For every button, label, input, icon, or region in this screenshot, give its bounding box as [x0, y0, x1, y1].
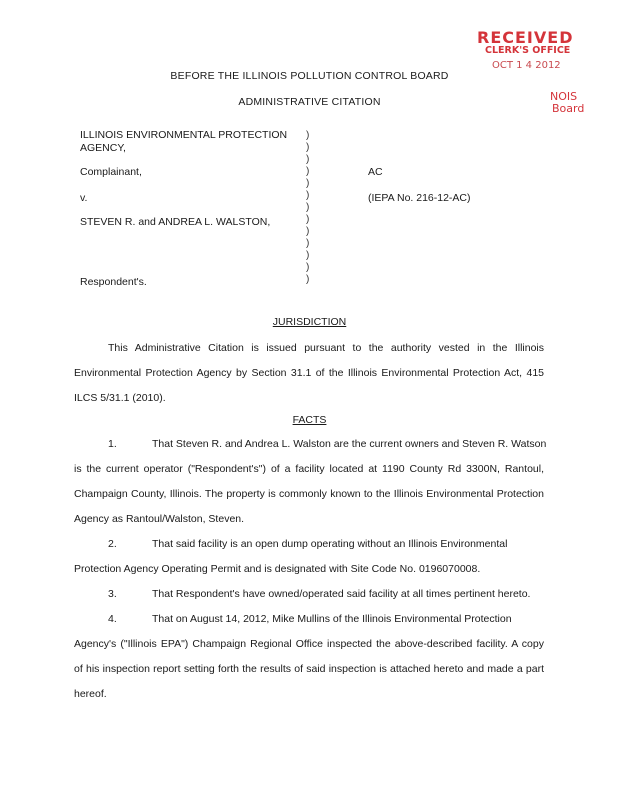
fact-line: Agency as Rantoul/Walston, Steven.: [74, 513, 245, 525]
paren: ): [306, 130, 310, 141]
paren: ): [306, 142, 310, 153]
stamp-board: Board: [552, 102, 585, 115]
fact-line: Agency's ("Illinois EPA") Champaign Regional Office inspected the above-described facility. A copy: [74, 638, 544, 650]
complainant-name-line-1: ILLINOIS ENVIRONMENTAL PROTECTION: [80, 129, 288, 141]
paren: ): [306, 202, 310, 213]
respondent-label: Respondent's.: [80, 276, 147, 288]
paren: ): [306, 214, 310, 225]
fact-4: [74, 612, 544, 712]
fact-number: 2.: [108, 538, 117, 550]
paren: ): [306, 238, 310, 249]
jurisdiction-line: Environmental Protection Agency by Section 31.1 of the Illinois Environmental Protection Act, 415: [74, 367, 544, 379]
jurisdiction-line: ILCS 5/31.1 (2010).: [74, 392, 166, 404]
case-iepa-number: (IEPA No. 216-12-AC): [368, 192, 471, 204]
paren: ): [306, 190, 310, 201]
fact-line: is the current operator ("Respondent's") of a facility located at 1190 County Rd 3300N, Rantoul,: [74, 463, 544, 475]
fact-first-line: [74, 537, 544, 562]
fact-line: Protection Agency Operating Permit and is designated with Site Code No. 0196070008.: [74, 563, 481, 575]
fact-line: That said facility is an open dump operating without an Illinois Environmental: [152, 538, 508, 550]
fact-line: hereof.: [74, 688, 107, 700]
fact-1: [74, 437, 547, 537]
fact-first-line: [74, 587, 544, 612]
paren: ): [306, 178, 310, 189]
jurisdiction-heading: JURISDICTION: [272, 316, 347, 328]
paren: ): [306, 226, 310, 237]
fact-number: 1.: [108, 438, 117, 450]
paren: ): [306, 250, 310, 261]
fact-line: of his inspection report setting forth the results of said inspection is attached hereto and made a part: [74, 663, 544, 675]
case-ac: AC: [368, 166, 383, 178]
complainant-label: Complainant,: [80, 166, 142, 178]
received-stamp: RECEIVED: [477, 28, 574, 47]
versus: v.: [80, 192, 88, 204]
jurisdiction-line: This Administrative Citation is issued pursuant to the authority vested in the Illinois: [108, 342, 544, 354]
clerks-office-stamp: CLERK'S OFFICE: [485, 45, 571, 56]
paren: ): [306, 166, 310, 177]
document-title: ADMINISTRATIVE CITATION: [238, 96, 381, 108]
paren: ): [306, 262, 310, 273]
paren: ): [306, 154, 310, 165]
board-title: BEFORE THE ILLINOIS POLLUTION CONTROL BOARD: [170, 70, 449, 82]
fact-line: That Respondent's have owned/operated said facility at all times pertinent hereto.: [152, 588, 531, 600]
fact-number: 4.: [108, 613, 117, 625]
fact-line: Champaign County, Illinois. The property is commonly known to the Illinois Environmental Protection: [74, 488, 544, 500]
fact-3: [74, 587, 544, 612]
paren: ): [306, 274, 310, 285]
respondent-name: STEVEN R. and ANDREA L. WALSTON,: [80, 216, 271, 228]
fact-number: 3.: [108, 588, 117, 600]
jurisdiction-paragraph: [74, 341, 544, 416]
facts-heading: FACTS: [292, 414, 327, 426]
stamp-date: OCT 1 4 2012: [492, 60, 561, 71]
fact-line: That Steven R. and Andrea L. Walston are the current owners and Steven R. Watson: [152, 438, 547, 450]
complainant-name-line-2: AGENCY,: [80, 142, 126, 154]
fact-first-line: [74, 437, 547, 462]
fact-first-line: [74, 612, 544, 637]
stamp-nois: NOIS: [550, 90, 578, 103]
fact-2: [74, 537, 544, 587]
fact-line: That on August 14, 2012, Mike Mullins of the Illinois Environmental Protection: [152, 613, 512, 625]
